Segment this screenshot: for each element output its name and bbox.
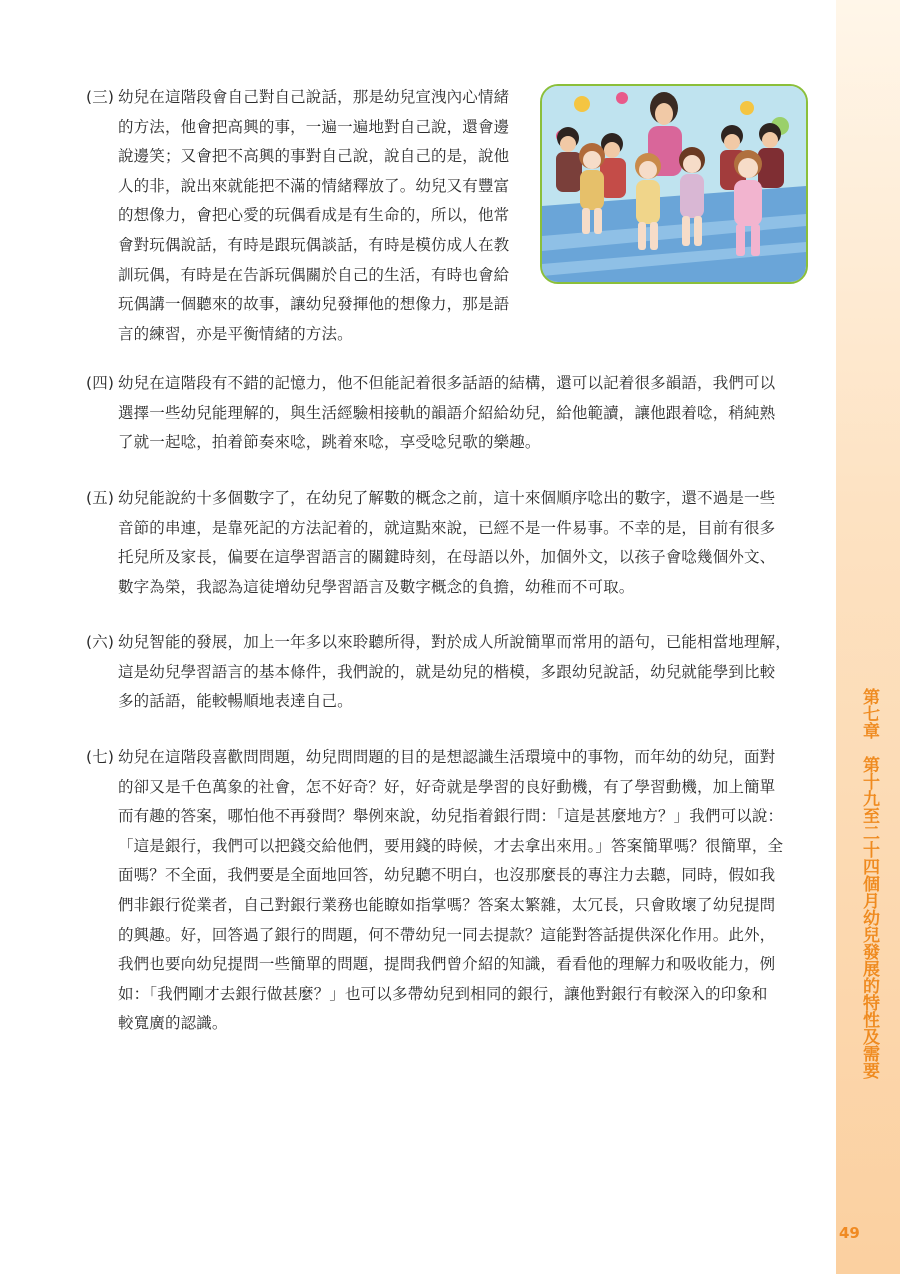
paragraph-line: 我們也要向幼兒提問一些簡單的問題，提問我們曾介紹的知識，看看他的理解力和吸收能力，例 (118, 955, 776, 974)
paragraph-line: 玩偶講一個聽來的故事，讓幼兒發揮他的想像力，那是語 (118, 295, 510, 314)
paragraph-line: 音節的串連，是靠死記的方法記着的，就這點來說，已經不是一件易事。不幸的是，目前有很多 (118, 518, 776, 537)
paragraph-line: 的想像力，會把心愛的玩偶看成是有生命的，所以，他常 (118, 206, 510, 225)
paragraph-line: 數字為榮，我認為這徒增幼兒學習語言及數字概念的負擔，幼稚而不可取。 (118, 577, 635, 596)
paragraph-line: 多的話語，能較暢順地表達自己。 (118, 692, 353, 711)
paragraph-line: 人的非，說出來就能把不滿的情緒釋放了。幼兒又有豐富 (118, 176, 510, 195)
paragraph-line: 選擇一些幼兒能理解的，與生活經驗相接軌的韻語介紹給幼兒，給他範讀，讓他跟着唸，稍純熟 (118, 403, 776, 422)
paragraph-line: 們非銀行從業者，自己對銀行業務也能瞭如指掌嗎？答案太繁雜，太冗長，只會敗壞了幼兒提問 (118, 895, 776, 914)
paragraph-line: 托兒所及家長，偏要在這學習語言的關鍵時刻，在母語以外，加個外文，以孩子會唸幾個外文、 (118, 548, 776, 567)
paragraph-line: 的卻又是千色萬象的社會，怎不好奇？好，好奇就是學習的良好動機，有了學習動機，加上簡單 (118, 777, 776, 796)
paragraph-4 (86, 369, 775, 458)
paragraph-line: (四) 幼兒在這階段有不錯的記憶力，他不但能記着很多話語的結構，還可以記着很多韻語，我們可以 (86, 369, 775, 399)
paragraph-5 (86, 484, 775, 602)
paragraph-line: (七) 幼兒在這階段喜歡問問題，幼兒問問題的目的是想認識生活環境中的事物，而年幼的幼兒，面對 (86, 743, 783, 773)
paragraph-7 (86, 743, 783, 1039)
paragraph-line: 面嗎？不全面，我們要是全面地回答，幼兒聽不明白，也沒那麼長的專注力去聽，同時，假如我 (118, 866, 776, 885)
paragraph-line: 而有趣的答案，哪怕他不再發問？舉例來說，幼兒指着銀行問：「這是甚麼地方？」我們可以說： (118, 807, 784, 826)
paragraph-marker: (六) (86, 633, 115, 651)
chapter-title: 第七章 第十九至二十四個月幼兒發展的特性及需要 (859, 688, 879, 1079)
paragraph-3 (86, 83, 509, 349)
paragraph-line: 這是幼兒學習語言的基本條件，我們說的，就是幼兒的楷模，多跟幼兒說話，幼兒就能學到比較 (118, 662, 776, 681)
paragraph-line: (三) 幼兒在這階段會自己對自己說話，那是幼兒宣洩內心情緒 (86, 83, 509, 113)
paragraph-6 (86, 628, 791, 717)
paragraph-line: 較寬廣的認識。 (118, 1014, 228, 1033)
paragraph-line: (六) 幼兒智能的發展，加上一年多以來聆聽所得，對於成人所說簡單而常用的語句，已能相當地理解， (86, 628, 791, 658)
children-with-dolls-photo (540, 84, 808, 284)
paragraph-line: (五) 幼兒能說約十多個數字了，在幼兒了解數的概念之前，這十來個順序唸出的數字，還不過是一些 (86, 484, 775, 514)
paragraph-line: 言的練習，亦是平衡情緒的方法。 (118, 324, 353, 343)
chapter-sidebar (836, 0, 900, 1274)
paragraph-marker: (七) (86, 748, 115, 766)
paragraph-line: 會對玩偶說話，有時是跟玩偶談話，有時是模仿成人在教 (118, 235, 510, 254)
paragraph-marker: (三) (86, 88, 115, 106)
paragraph-line: 的方法，他會把高興的事，一遍一遍地對自己說，還會邊 (118, 117, 510, 136)
paragraph-line: 了就一起唸，拍着節奏來唸，跳着來唸，享受唸兒歌的樂趣。 (118, 433, 541, 452)
paragraph-line: 如：「我們剛才去銀行做甚麼？」也可以多帶幼兒到相同的銀行，讓他對銀行有較深入的印象和 (118, 984, 768, 1003)
paragraph-marker: (五) (86, 489, 115, 507)
page-number: 49 (839, 1224, 860, 1242)
paragraph-line: 的興趣。好，回答過了銀行的問題，何不帶幼兒一同去提款？這能對答話提供深化作用。此外， (118, 925, 776, 944)
photo-illustration (542, 86, 806, 282)
paragraph-line: 說邊笑；又會把不高興的事對自己說，說自己的是，說他 (118, 147, 510, 166)
paragraph-marker: (四) (86, 374, 115, 392)
paragraph-line: 訓玩偶，有時是在告訴玩偶關於自己的生活，有時也會給 (118, 265, 510, 284)
paragraph-line: 「這是銀行，我們可以把錢交給他們，要用錢的時候，才去拿出來用。」答案簡單嗎？很簡單，全 (118, 836, 784, 855)
